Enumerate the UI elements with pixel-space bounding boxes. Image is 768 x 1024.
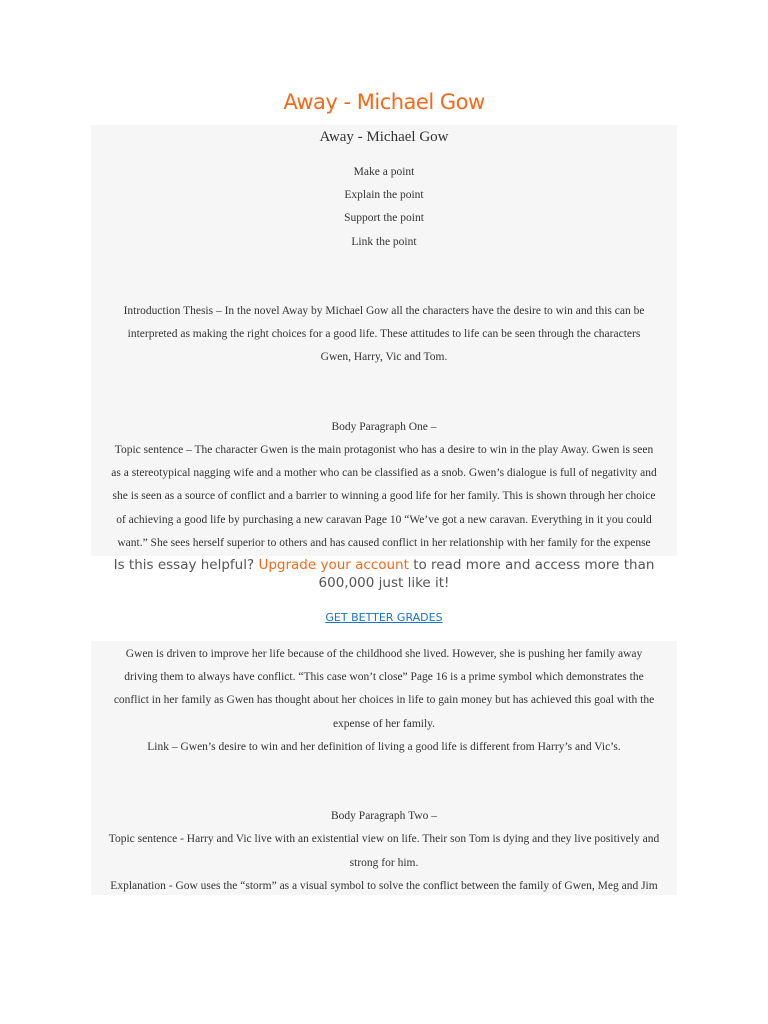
text-line: want.” She sees herself superior to others and has caused conflict in her relationship with her family for the expense bbox=[117, 536, 651, 549]
document-preview-bottom bbox=[91, 641, 677, 895]
paragraph-gap bbox=[95, 381, 673, 404]
text-line: Link – Gwen’s desire to win and her definition of living a good life is different from Harry’s and Vic’s. bbox=[147, 740, 621, 753]
text-line: Topic sentence – The character Gwen is the main protagonist who has a desire to win in the play Away. Gwen is seen bbox=[114, 444, 654, 456]
upgrade-account-link[interactable]: Upgrade your account bbox=[258, 557, 409, 573]
promo-text-after: to read more and access more than 600,000 just like it! bbox=[318, 557, 655, 591]
promo-text-before: Is this essay helpful? bbox=[113, 557, 259, 573]
text-line: Topic sentence - Harry and Vic live with an existential view on life. Their son Tom is dying and they live positively and bbox=[108, 833, 660, 846]
text-line: expense of her family. bbox=[332, 717, 436, 730]
text-line: Body Paragraph One – bbox=[331, 420, 437, 433]
page-title: Away - Michael Gow bbox=[283, 90, 485, 114]
text-line: conflict in her family as Gwen has thought about her choices in life to gain money but has achieved this goal with the bbox=[113, 694, 655, 707]
get-better-grades-link[interactable]: GET BETTER GRADES bbox=[325, 611, 443, 624]
document-preview-top bbox=[91, 125, 677, 556]
text-line: Explanation - Gow uses the “storm” as a visual symbol to solve the conflict between the family of Gwen, Meg and Jim bbox=[110, 879, 658, 892]
text-line: Gwen is driven to improve her life because of the childhood she lived. However, she is pushing her family away bbox=[125, 648, 643, 660]
text-line: strong for him. bbox=[349, 856, 419, 869]
text-line: as a stereotypical nagging wife and a mother who can be classified as a snob. Gwen’s dialogue is full of negativity and bbox=[111, 467, 657, 480]
text-line: Introduction Thesis – In the novel Away by Michael Gow all the characters have the desire to win and this can be bbox=[123, 305, 645, 317]
text-line: Link the point bbox=[351, 235, 417, 248]
text-line: interpreted as making the right choices for a good life. These attitudes to life can be seen through the characters bbox=[127, 328, 641, 341]
paragraph-gap bbox=[95, 771, 673, 794]
text-line: driving them to always have conflict. “This case won’t close” Page 16 is a prime symbol which demonstrates the bbox=[124, 671, 644, 684]
text-line: Body Paragraph Two – bbox=[331, 810, 437, 823]
text-line: Support the point bbox=[344, 212, 424, 225]
text-line: of achieving a good life by purchasing a new caravan Page 10 “We’ve got a new caravan. Everything in it you could bbox=[116, 513, 652, 526]
upgrade-promo bbox=[100, 556, 668, 592]
document-text-bottom bbox=[95, 643, 673, 895]
paragraph-gap bbox=[95, 265, 673, 288]
text-line: she is seen as a source of conflict and a barrier to winning a good life for her family. This is shown through her choice bbox=[112, 490, 656, 503]
text-line: Explain the point bbox=[344, 189, 424, 202]
document-text-top bbox=[95, 161, 673, 556]
text-line: Make a point bbox=[353, 166, 415, 178]
text-line: Gwen, Harry, Vic and Tom. bbox=[320, 351, 448, 364]
document-heading: Away - Michael Gow bbox=[319, 129, 449, 145]
